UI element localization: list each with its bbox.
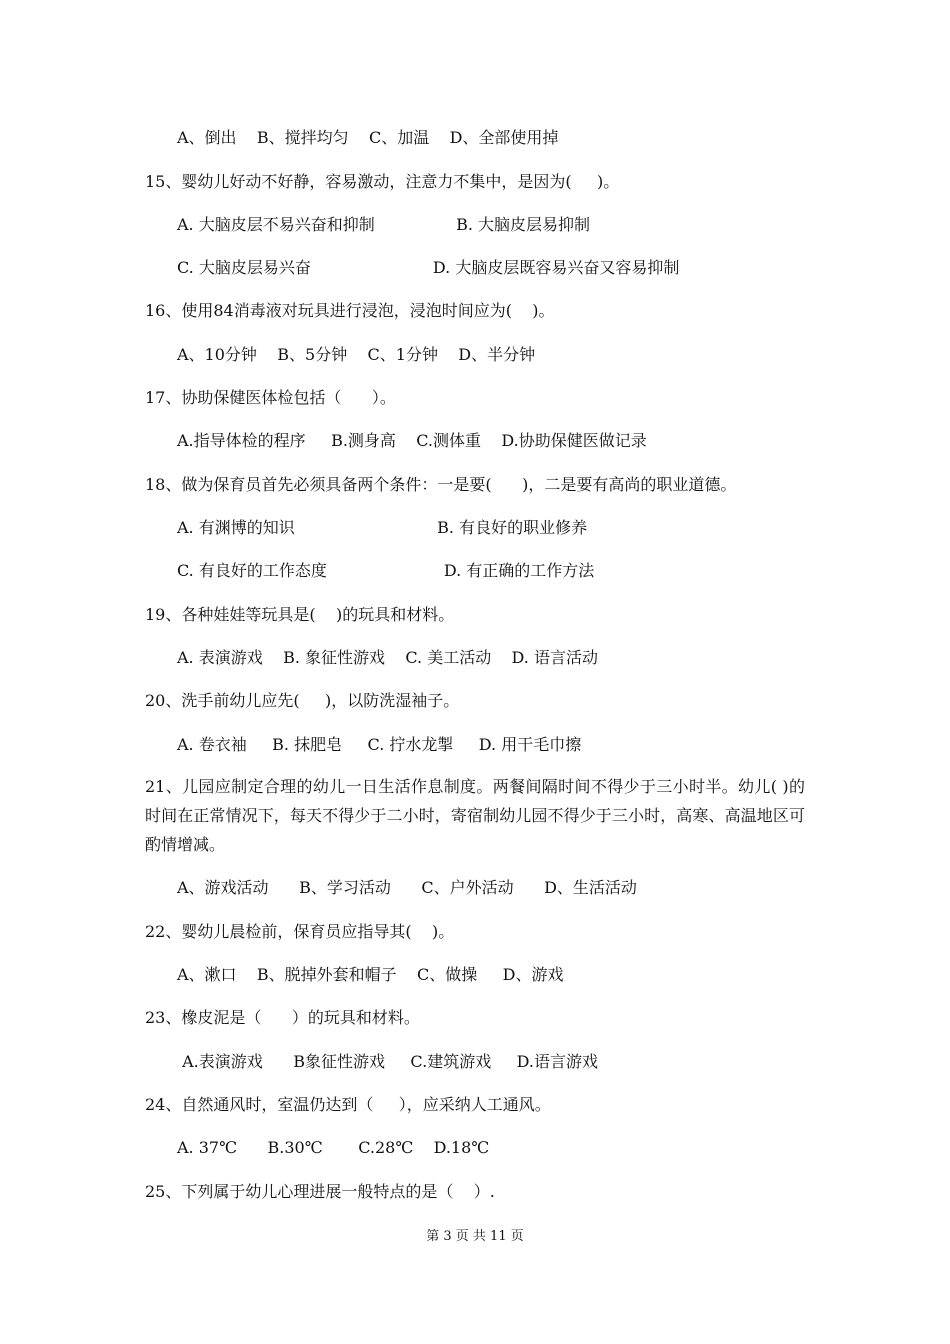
q18-stem: 18、做为保育员首先必须具备两个条件：一是要( )，二是要有高尚的职业道德。 [145,475,737,494]
q19-stem: 19、各种娃娃等玩具是( )的玩具和材料。 [145,605,455,624]
q17-stem: 17、协助保健医体检包括（ ）。 [145,388,396,407]
q22-stem: 22、婴幼儿晨检前，保育员应指导其( )。 [145,922,455,941]
q20-stem: 20、洗手前幼儿应先( )，以防洗湿袖子。 [145,691,460,710]
q21-options: A、游戏活动 B、学习活动 C、户外活动 D、生活活动 [177,878,637,897]
q17-options: A.指导体检的程序 B.测身高 C.测体重 D.协助保健医做记录 [177,431,647,450]
q15-options-row2: C. 大脑皮层易兴奋 D. 大脑皮层既容易兴奋又容易抑制 [177,258,680,277]
q16-options: A、10分钟 B、5分钟 C、1分钟 D、半分钟 [177,345,536,364]
q19-options: A. 表演游戏 B. 象征性游戏 C. 美工活动 D. 语言活动 [177,648,598,667]
q18-options-row2: C. 有良好的工作态度 D. 有正确的工作方法 [177,561,595,580]
q14-options: A、倒出 B、搅拌均匀 C、加温 D、全部使用掉 [177,128,559,147]
q20-options: A. 卷衣袖 B. 抹肥皂 C. 拧水龙掣 D. 用干毛巾擦 [177,735,582,754]
q25-stem: 25、下列属于幼儿心理进展一般特点的是（ ）. [145,1182,495,1201]
q21-stem: 21、儿园应制定合理的幼儿一日生活作息制度。两餐间隔时间不得少于三小时半。幼儿( )的时间在正常情况下，每天不得少于二小时，寄宿制幼儿园不得少于三小时，高寒、高温地区可酌情增减。 [145,777,805,854]
q22-options: A、漱口 B、脱掉外套和帽子 C、做操 D、游戏 [177,965,564,984]
q16-stem: 16、使用84消毒液对玩具进行浸泡，浸泡时间应为( )。 [145,301,555,320]
q24-stem: 24、自然通风时，室温仍达到（ ），应采纳人工通风。 [145,1095,551,1114]
q15-options-row1: A. 大脑皮层不易兴奋和抑制 B. 大脑皮层易抑制 [177,215,591,234]
q18-options-row1: A. 有渊博的知识 B. 有良好的职业修养 [177,518,588,537]
q24-options: A. 37℃ B.30℃ C.28℃ D.18℃ [177,1138,490,1157]
q23-stem: 23、橡皮泥是（ ）的玩具和材料。 [145,1008,420,1027]
page-footer: 第 3 页 共 11 页 [426,1229,524,1244]
q23-options: A.表演游戏 B象征性游戏 C.建筑游戏 D.语言游戏 [177,1052,598,1071]
q15-stem: 15、婴幼儿好动不好静，容易激动，注意力不集中，是因为( )。 [145,172,620,191]
